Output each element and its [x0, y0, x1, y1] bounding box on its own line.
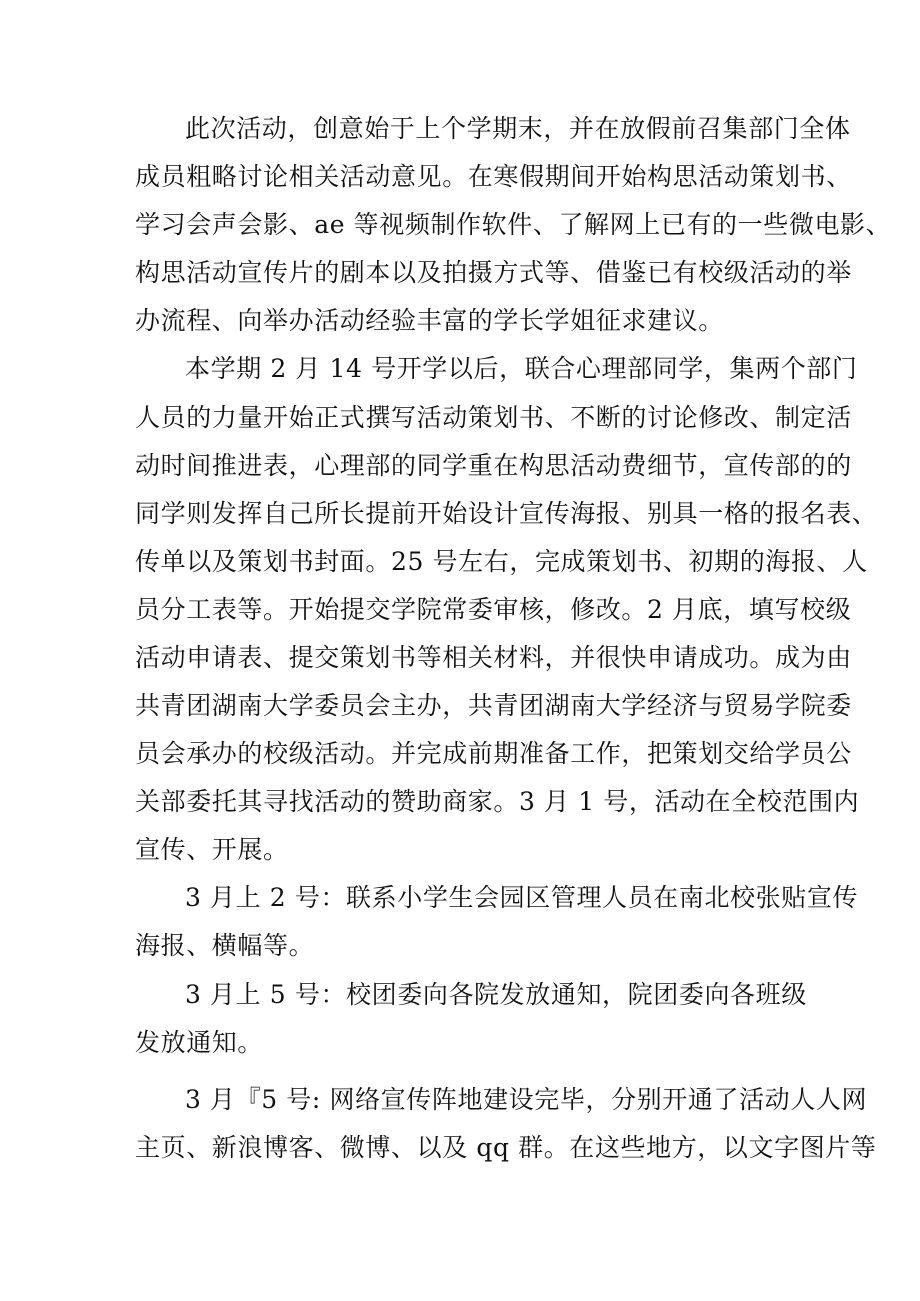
paragraph-2-line-2: 人员的力量开始正式撰写活动策划书、不断的讨论修改、制定活	[135, 403, 852, 432]
paragraph-2-line-3: 动时间推进表，心理部的同学重在构思活动费细节，宣传部的的	[135, 451, 852, 480]
paragraph-1-line-4: 构思活动宣传片的剧本以及拍摄方式等、借鉴已有校级活动的举	[135, 258, 852, 287]
paragraph-2-line-7: 活动申请表、提交策划书等相关材料，并很快申请成功。成为由	[135, 643, 852, 672]
paragraph-4-line-2: 发放通知。	[135, 1028, 264, 1057]
paragraph-1-line-1: 此次活动，创意始于上个学期末，并在放假前召集部门全体	[185, 114, 851, 143]
paragraph-1-line-2: 成员粗略讨论相关活动意见。在寒假期间开始构思活动策划书、	[135, 162, 852, 191]
paragraph-2-line-5: 传单以及策划书封面。25 号左右，完成策划书、初期的海报、人	[135, 547, 868, 576]
paragraph-1-line-5: 办流程、向举办活动经验丰富的学长学姐征求建议。	[135, 306, 724, 335]
paragraph-2-line-4: 同学则发挥自己所长提前开始设计宣传海报、别具一格的报名表、	[135, 499, 878, 528]
paragraph-2-line-8: 共青团湖南大学委员会主办，共青团湖南大学经济与贸易学院委	[135, 691, 852, 720]
paragraph-3-line-1: 3 月上 2 号：联系小学生会园区管理人员在南北校张贴宣传	[185, 883, 859, 912]
paragraph-2-line-6: 员分工表等。开始提交学院常委审核，修改。2 月底，填写校级	[135, 595, 852, 624]
paragraph-4-line-1: 3 月上 5 号：校团委向各院发放通知，院团委向各班级	[185, 980, 807, 1009]
paragraph-2-line-1: 本学期 2 月 14 号开学以后，联合心理部同学，集两个部门	[185, 354, 858, 383]
paragraph-1-line-3: 学习会声会影、ae 等视频制作软件、了解网上已有的一些微电影、	[135, 210, 892, 239]
paragraph-2-line-9: 员会承办的校级活动。并完成前期准备工作，把策划交给学员公	[135, 739, 852, 768]
paragraph-2-line-11: 宣传、开展。	[135, 835, 289, 864]
paragraph-5-line-1: 3 月『5 号: 网络宣传阵地建设完毕，分别开通了活动人人网	[185, 1085, 868, 1114]
paragraph-5-line-2: 主页、新浪博客、微博、以及 qq 群。在这些地方，以文字图片等	[135, 1133, 877, 1162]
paragraph-2-line-10: 关部委托其寻找活动的赞助商家。3 月 1 号，活动在全校范围内	[135, 787, 860, 816]
paragraph-3-line-2: 海报、横幅等。	[135, 931, 315, 960]
